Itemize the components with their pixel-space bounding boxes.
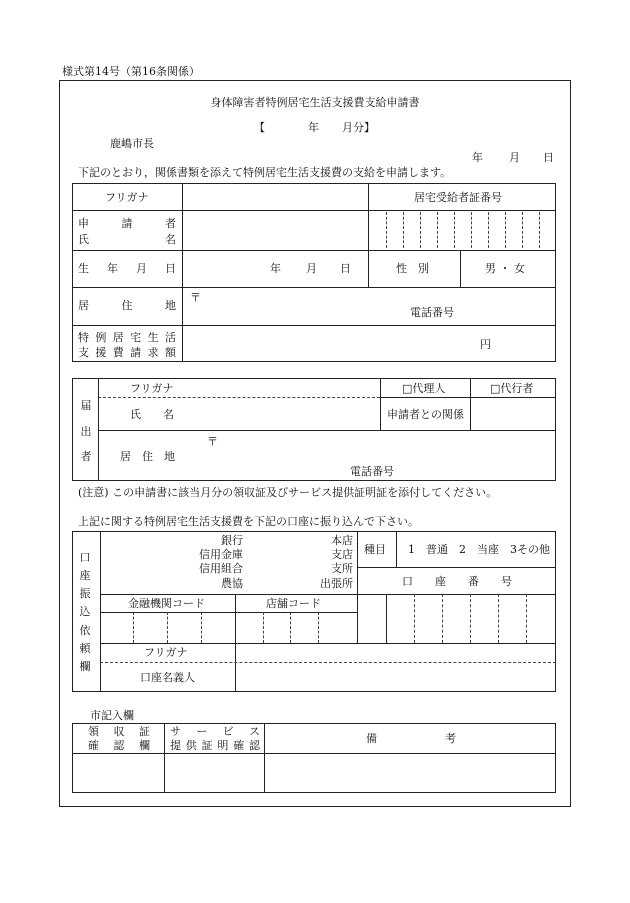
- sex-value: 男 ・ 女: [485, 262, 525, 275]
- address-label: 居 住 地: [78, 299, 176, 312]
- applicant-name-label-line1: 申 請 者: [78, 217, 176, 230]
- proxy-checkbox-label[interactable]: □代行者: [490, 382, 534, 395]
- recipient-number-label: 居宅受給者証番号: [414, 191, 502, 204]
- branch-type-branch: 支店: [331, 548, 353, 561]
- date-year: 年: [472, 151, 483, 164]
- phone-label: 電話番号: [410, 306, 454, 319]
- receipt-check-label-line1: 領 収 証: [88, 725, 150, 738]
- notifier-furigana-label: フリガナ: [130, 382, 174, 395]
- notifier-name-label: 氏 名: [130, 408, 174, 421]
- date-day: 日: [543, 151, 554, 164]
- sex-label: 性 別: [396, 262, 429, 275]
- birth-year: 年: [270, 262, 281, 275]
- birth-month: 月: [306, 262, 317, 275]
- form-title: 身体障害者特例居宅生活支援費支給申請書: [210, 96, 420, 109]
- intro-text: 下記のとおり，関係書類を添えて特例居宅生活支援費の支給を申請します。: [78, 166, 452, 179]
- notifier-phone-label: 電話番号: [350, 465, 394, 478]
- account-kind-label: 種目: [364, 543, 386, 556]
- applicant-furigana-label: フリガナ: [105, 191, 149, 204]
- branch-type-office: 出張所: [320, 577, 353, 590]
- form-number: 様式第14号（第16条関係）: [62, 65, 200, 78]
- account-number-label: 口 座 番 号: [402, 575, 512, 588]
- holder-furigana-label: フリガナ: [144, 646, 188, 659]
- service-proof-label-line2: 提 供 証 明 確 認: [170, 739, 260, 752]
- notifier-address-label: 居 住 地: [120, 450, 175, 463]
- bank-transfer-intro: 上記に関する特例居宅生活支援費を下記の口座に振り込んで下さい。: [78, 515, 419, 528]
- account-kind-options: 1 普通 2 当座 3その他: [408, 543, 550, 556]
- yen-unit: 円: [480, 338, 491, 351]
- applicant-name-label-line2: 氏 名: [78, 233, 176, 246]
- office-use-title: 市記入欄: [90, 709, 134, 722]
- inst-type-nokyo: 農協: [221, 577, 243, 590]
- period-month: 月分】: [342, 121, 375, 134]
- date-month: 月: [509, 151, 520, 164]
- service-proof-label-line1: サ ー ビ ス: [170, 725, 260, 738]
- inst-type-bank: 銀行: [221, 534, 243, 547]
- birth-day: 日: [340, 262, 351, 275]
- branch-type-subbranch: 支所: [331, 562, 353, 575]
- branch-code-label: 店舗コード: [266, 597, 321, 610]
- remarks-label: 備 考: [366, 732, 456, 745]
- branch-type-main: 本店: [331, 534, 353, 547]
- inst-type-shinkin: 信用金庫: [199, 548, 243, 561]
- attachment-note: (注意) この申請書に該当月分の領収証及びサービス提供証明証を添付してください。: [78, 486, 498, 499]
- inst-type-kumiai: 信用組合: [199, 562, 243, 575]
- notifier-postal-mark: 〒: [207, 435, 218, 448]
- account-holder-label: 口座名義人: [140, 671, 195, 684]
- institution-code-label: 金融機関コード: [128, 597, 205, 610]
- bank-side-label: 口 座 振 込 依 頼 欄: [79, 551, 91, 673]
- postal-mark: 〒: [190, 291, 201, 304]
- addressee: 鹿嶋市長: [110, 137, 154, 150]
- agent-checkbox-label[interactable]: □代理人: [402, 382, 446, 395]
- birthdate-label: 生 年 月 日: [78, 262, 176, 275]
- claim-amount-label-line2: 支 援 費 請 求 額: [78, 346, 176, 359]
- period-open: 【: [254, 121, 265, 134]
- receipt-check-label-line2: 確 認 欄: [88, 739, 150, 752]
- notifier-side-label: 届 出 者: [80, 399, 92, 463]
- period-year: 年: [308, 121, 319, 134]
- claim-amount-label-line1: 特 例 居 宅 生 活: [78, 331, 176, 344]
- relation-label: 申請者との関係: [387, 408, 464, 421]
